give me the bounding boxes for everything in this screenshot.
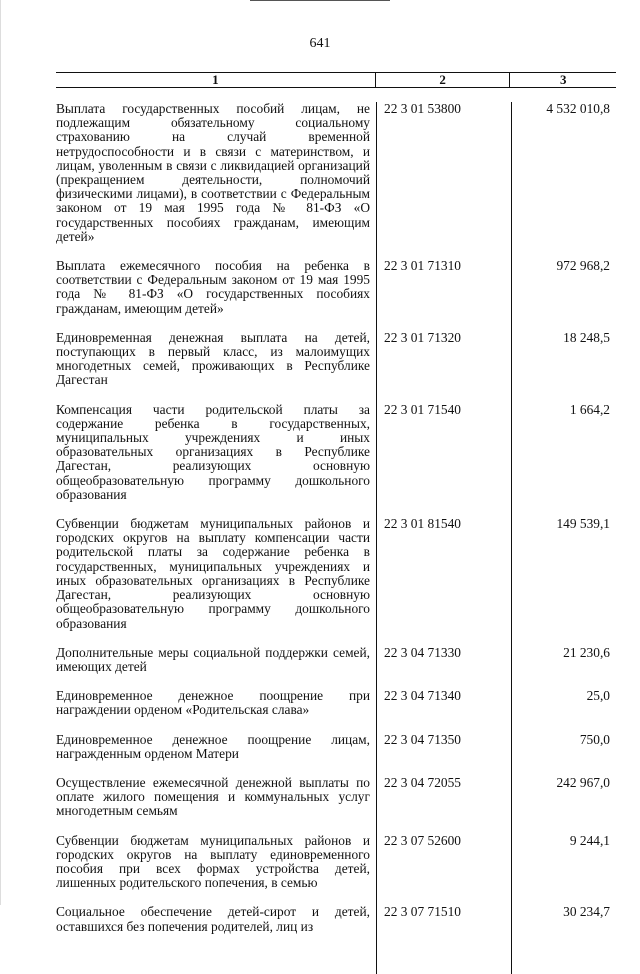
row-code: 22 3 01 71310: [384, 258, 461, 274]
row-amount: 30 234,7: [563, 904, 610, 920]
row-code: 22 3 01 81540: [384, 516, 461, 532]
row-name: Социальное обеспечение детей-сирот и детей, оставшихся без попечения родителей, лиц из: [56, 904, 370, 934]
row-code: 22 3 07 71510: [384, 904, 461, 920]
row-name: Выплата ежемесячного пособия на ребенка в соответствии с Федеральным законом от 19 мая 1995 года № 81-ФЗ «О государственных пособиях гражданам, имеющим детей»: [56, 258, 370, 316]
row-amount: 242 967,0: [556, 774, 610, 790]
scan-edge-left: [0, 0, 1, 905]
table-body: [56, 102, 616, 974]
row-code: 22 3 07 52600: [384, 832, 461, 848]
page-number: 641: [309, 36, 331, 51]
row-amount: 4 532 010,8: [546, 101, 610, 116]
table-row: [56, 331, 616, 388]
row-name: Единовременное денежное поощрение лицам, награжденным орденом Матери: [56, 731, 370, 761]
header-col-2: 2: [375, 73, 511, 87]
row-name: Субвенции бюджетам муниципальных районов и городских округов на выплату компенсации части родительской платы за содержание ребенка в государственных, муниципальных учреждениях и иных образовательных организациях в Республике Дагестан, реализующих основную общеобразовательную программу дошкольного образования: [56, 516, 370, 631]
row-code: 22 3 04 71340: [384, 688, 461, 704]
row-code: 22 3 01 53800: [384, 101, 461, 116]
table-row: [56, 733, 616, 761]
row-code: 22 3 04 71330: [384, 644, 461, 660]
table-row: [56, 403, 616, 502]
table-row: [56, 102, 616, 244]
row-name: Единовременная денежная выплата на детей, поступающих в первый класс, из малоимущих многодетных семей, проживающих в Республике Дагестан: [56, 329, 370, 388]
header-col-1: 1: [212, 72, 219, 87]
table-header: [56, 72, 616, 88]
row-amount: 750,0: [579, 731, 610, 747]
scan-edge-top: [250, 0, 390, 1]
row-name: Единовременное денежное поощрение при награждении орденом «Родительская слава»: [56, 688, 370, 718]
row-code: 22 3 01 71320: [384, 329, 461, 345]
column-divider-2: [511, 102, 512, 974]
row-code: 22 3 04 71350: [384, 731, 461, 747]
row-name: Дополнительные меры социальной поддержки семей, имеющих детей: [56, 644, 370, 674]
row-amount: 972 968,2: [556, 258, 610, 274]
table-row: [56, 834, 616, 891]
row-code: 22 3 04 72055: [384, 774, 461, 790]
row-amount: 25,0: [586, 688, 610, 704]
row-amount: 149 539,1: [556, 516, 610, 532]
table-row: [56, 259, 616, 316]
table-continuation: [56, 934, 616, 974]
column-divider-1: [376, 102, 377, 974]
row-name: Компенсация части родительской платы за содержание ребенка в государственных, муниципальных учреждениях и иных образовательных организациях в Республике Дагестан, реализующих основную общеобразовательную программу дошкольного образования: [56, 401, 370, 502]
row-amount: 21 230,6: [563, 644, 610, 660]
row-name: Выплата государственных пособий лицам, не подлежащим обязательному социальному страхованию на случай временной нетрудоспособности и в связи с материнством, и лицам, уволенным в связи с ликвидацией организаций (прекращением деятельности, полномочий физическими лицами), в соответствии с Федеральным законом от 19 мая 1995 года № 81-ФЗ «О государственных пособиях гражданам, имеющим детей»: [56, 101, 370, 244]
table-row: [56, 905, 616, 933]
row-name: Субвенции бюджетам муниципальных районов и городских округов на выплату единовременного пособия при всех формах устройства детей, лишенных родительского попечения, в семью: [56, 832, 370, 891]
header-col-3: 3: [559, 72, 567, 87]
table-row: [56, 776, 616, 819]
row-name: Осуществление ежемесячной денежной выплаты по оплате жилого помещения и коммунальных услуг многодетным семьям: [56, 774, 370, 819]
row-amount: 1 664,2: [569, 401, 610, 417]
table-row: [56, 689, 616, 717]
budget-table: [56, 72, 616, 974]
table-row: [56, 517, 616, 631]
row-amount: 9 244,1: [569, 832, 610, 848]
row-amount: 18 248,5: [563, 329, 610, 345]
table-row: [56, 646, 616, 674]
row-code: 22 3 01 71540: [384, 401, 461, 417]
